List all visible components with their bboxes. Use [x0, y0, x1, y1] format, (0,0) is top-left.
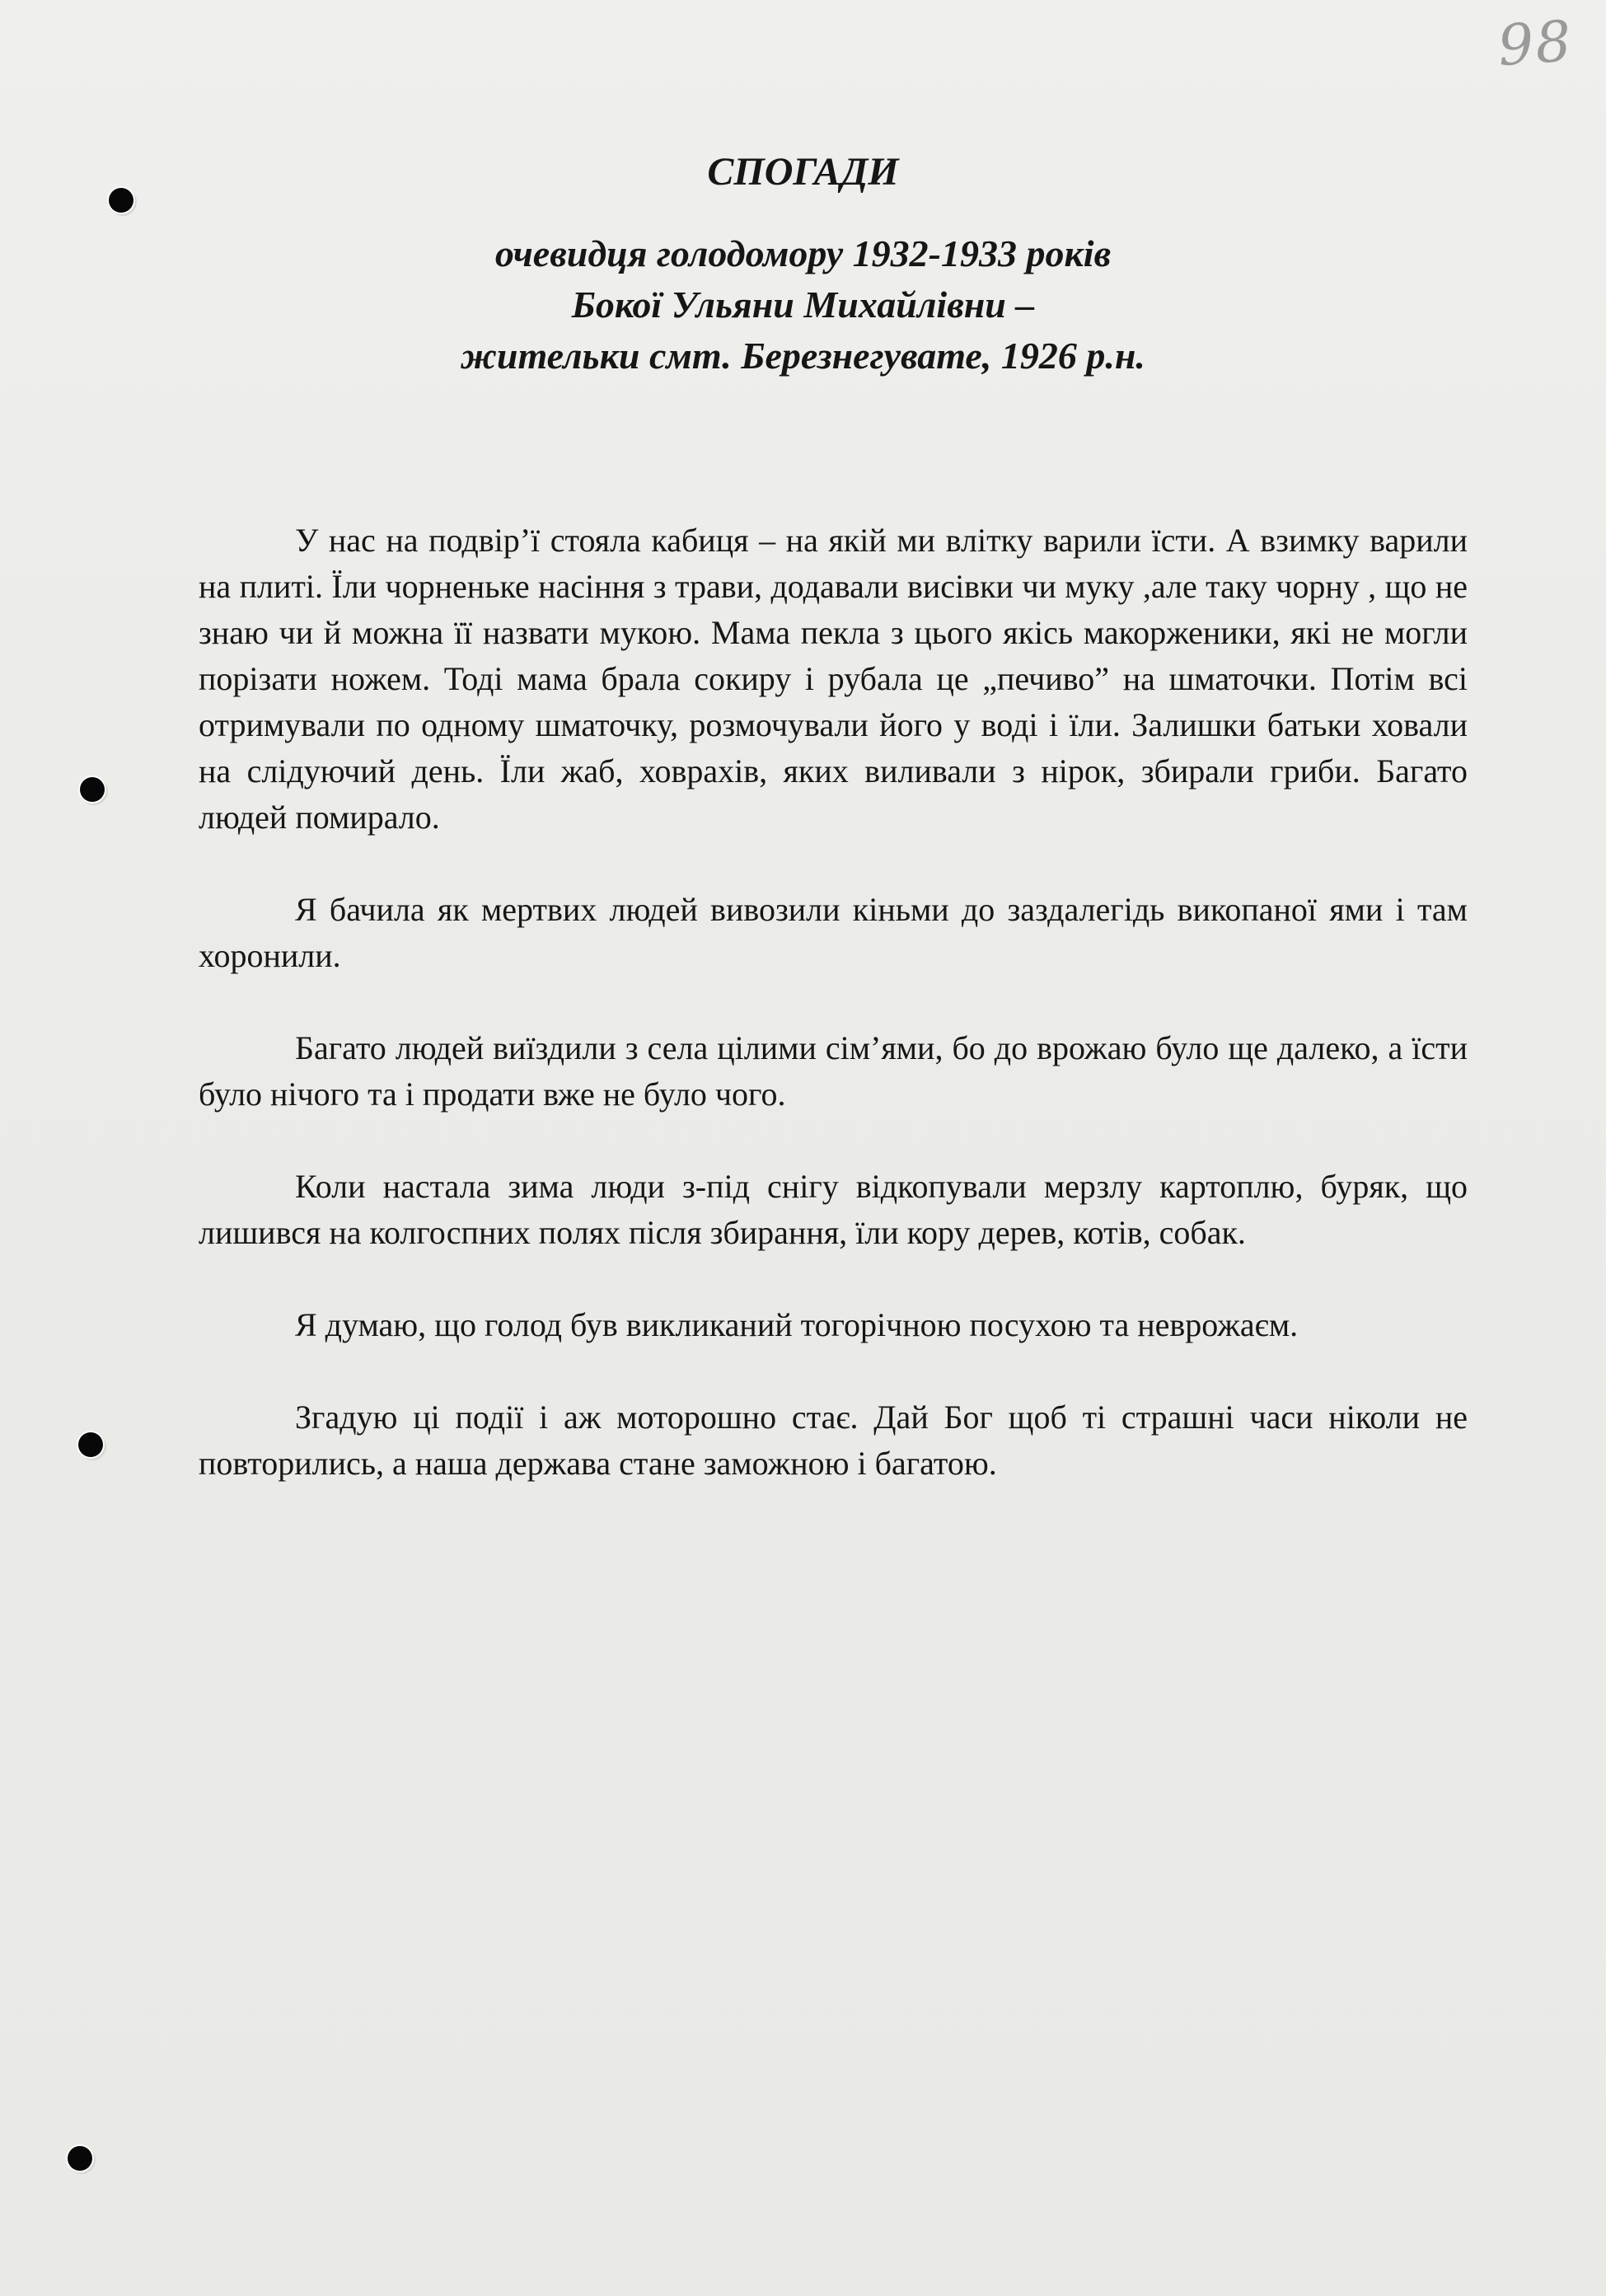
document-subtitle-line: жительки смт. Березнегувате, 1926 р.н. — [461, 335, 1145, 377]
document-title: СПОГАДИ — [707, 150, 899, 194]
punch-hole — [78, 1432, 103, 1457]
body-paragraph: Згадую ці події і аж моторошно стає. Дай Бог щоб ті страшні часи ніколи не повторились, а наша держава стане заможною і багатою. — [199, 1399, 1468, 1482]
body-paragraph: Багато людей виїздили з села цілими сім’ями, бо до врожаю було ще далеко, а їсти було нічого та і продати вже не було чого. — [199, 1029, 1468, 1113]
body-paragraph: Коли настала зима люди з-під снігу відкопували мерзлу картоплю, буряк, що лишився на колгоспних полях після збирання, їли кору дерев, котів, собак. — [199, 1168, 1468, 1251]
body-paragraph: Я думаю, що голод був викликаний тогорічною посухою та неврожаєм. — [295, 1306, 1299, 1343]
body-paragraph: Я бачила як мертвих людей вивозили кіньми до заздалегідь викопаної ями і там хоронили. — [199, 891, 1468, 974]
body-paragraph: У нас на подвір’ї стояла кабиця – на якій ми влітку варили їсти. А взимку варили на плиті. Їли чорненьке насіння з трави, додавали висівки чи муку ,але таку чорну , що не знаю чи й можна її назвати мукою. Мама пекла з цього якісь макорженики, які не могли порізати ножем. Тоді мама брала сокиру і рубала це „печиво” на шматочки. Потім всі отримували по одному шматочку, розмочували його у воді і їли. Залишки батьки ховали на слідуючий день. Їли жаб, ховрахів, яких виливали з нірок, збирали гриби. Багато людей помирало. — [199, 522, 1468, 836]
handwritten-page-number: 98 — [1496, 8, 1576, 80]
document-body — [199, 518, 1468, 1533]
document-header — [0, 144, 1606, 382]
document-subtitle-line: Бокої Ульяни Михайлівни – — [571, 283, 1035, 326]
document-subtitle-line: очевидця голодомору 1932-1933 років — [494, 232, 1112, 274]
punch-hole — [68, 2146, 92, 2171]
punch-hole — [80, 777, 105, 802]
